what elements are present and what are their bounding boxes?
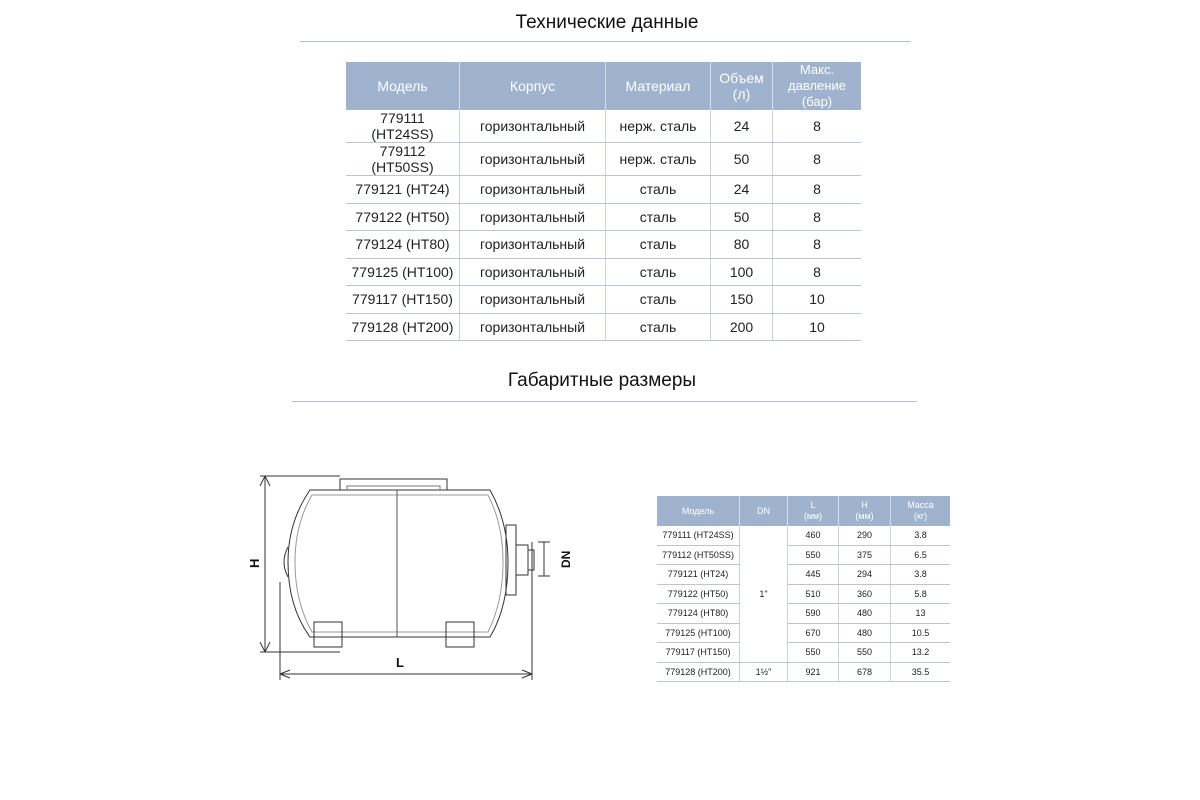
tech-cell-volume: 50 bbox=[711, 203, 773, 231]
dims-cell-mass: 3.8 bbox=[891, 526, 951, 545]
tank-handle bbox=[340, 479, 447, 490]
tech-cell-body: горизонтальный bbox=[460, 286, 606, 314]
dims-cell-h: 360 bbox=[839, 584, 891, 604]
tech-data-table bbox=[346, 62, 861, 341]
dims-row bbox=[657, 526, 950, 545]
dims-header-l: L (мм) bbox=[788, 496, 839, 526]
dims-row bbox=[657, 565, 950, 585]
tech-cell-body: горизонтальный bbox=[460, 203, 606, 231]
tech-cell-model: 779124 (HT80) bbox=[346, 231, 460, 259]
dims-cell-mass: 6.5 bbox=[891, 545, 951, 565]
tech-cell-material: нерж. сталь bbox=[606, 143, 711, 176]
tech-row bbox=[346, 143, 861, 176]
dims-cell-mass: 13.2 bbox=[891, 643, 951, 663]
tech-cell-material: сталь bbox=[606, 286, 711, 314]
tech-cell-material: сталь bbox=[606, 313, 711, 341]
dims-header-row bbox=[657, 496, 950, 526]
tech-cell-body: горизонтальный bbox=[460, 313, 606, 341]
dims-row bbox=[657, 643, 950, 663]
tech-cell-volume: 150 bbox=[711, 286, 773, 314]
tech-cell-volume: 80 bbox=[711, 231, 773, 259]
tech-cell-body: горизонтальный bbox=[460, 258, 606, 286]
dims-cell-model: 779122 (HT50) bbox=[657, 584, 740, 604]
tech-cell-pressure: 10 bbox=[773, 286, 862, 314]
dims-cell-l: 460 bbox=[788, 526, 839, 545]
dims-cell-l: 670 bbox=[788, 623, 839, 643]
header-pressure: Макс. давление (бар) bbox=[773, 62, 862, 110]
dims-cell-h: 678 bbox=[839, 662, 891, 682]
dims-cell-model: 779128 (HT200) bbox=[657, 662, 740, 682]
tech-data-title: Технические данные bbox=[515, 12, 699, 33]
tech-cell-material: сталь bbox=[606, 203, 711, 231]
dims-cell-dn: 1½" bbox=[740, 662, 788, 682]
dims-cell-model: 779111 (HT24SS) bbox=[657, 526, 740, 545]
h-label: H bbox=[247, 558, 262, 568]
tank-body bbox=[288, 490, 508, 637]
header-model: Модель bbox=[346, 62, 460, 110]
tech-row bbox=[346, 286, 861, 314]
dims-cell-model: 779124 (HT80) bbox=[657, 604, 740, 624]
dimensions-table bbox=[657, 496, 950, 682]
tech-row bbox=[346, 176, 861, 204]
tech-cell-body: горизонтальный bbox=[460, 231, 606, 259]
dims-cell-l: 921 bbox=[788, 662, 839, 682]
dims-cell-h: 550 bbox=[839, 643, 891, 663]
dims-row bbox=[657, 623, 950, 643]
tank-drawing bbox=[240, 462, 580, 692]
tech-row bbox=[346, 313, 861, 341]
dims-cell-mass: 13 bbox=[891, 604, 951, 624]
tech-data-divider bbox=[300, 41, 911, 42]
dims-cell-l: 510 bbox=[788, 584, 839, 604]
dn-label: DN bbox=[559, 550, 573, 568]
dims-cell-l: 590 bbox=[788, 604, 839, 624]
tech-cell-material: сталь bbox=[606, 176, 711, 204]
dims-cell-h: 290 bbox=[839, 526, 891, 545]
dims-cell-h: 480 bbox=[839, 623, 891, 643]
tech-cell-model: 779112 (HT50SS) bbox=[346, 143, 460, 176]
tech-cell-body: горизонтальный bbox=[460, 143, 606, 176]
l-label: L bbox=[396, 655, 404, 670]
tech-cell-volume: 50 bbox=[711, 143, 773, 176]
dims-header-model: Модель bbox=[657, 496, 740, 526]
tank-foot-right bbox=[446, 622, 474, 647]
dims-cell-h: 294 bbox=[839, 565, 891, 585]
dims-cell-mass: 10.5 bbox=[891, 623, 951, 643]
tech-cell-volume: 24 bbox=[711, 110, 773, 143]
dims-row bbox=[657, 584, 950, 604]
dims-row bbox=[657, 545, 950, 565]
tech-row bbox=[346, 258, 861, 286]
tech-cell-material: нерж. сталь bbox=[606, 110, 711, 143]
tech-cell-model: 779117 (HT150) bbox=[346, 286, 460, 314]
tech-cell-model: 779128 (HT200) bbox=[346, 313, 460, 341]
tech-cell-pressure: 8 bbox=[773, 176, 862, 204]
dims-cell-model: 779117 (HT150) bbox=[657, 643, 740, 663]
dims-row bbox=[657, 604, 950, 624]
tech-cell-volume: 200 bbox=[711, 313, 773, 341]
tech-cell-model: 779125 (HT100) bbox=[346, 258, 460, 286]
dims-cell-l: 445 bbox=[788, 565, 839, 585]
dims-cell-mass: 35.5 bbox=[891, 662, 951, 682]
dims-cell-dn: 1" bbox=[740, 526, 788, 662]
tech-cell-pressure: 8 bbox=[773, 110, 862, 143]
tech-header-row bbox=[346, 62, 861, 110]
tech-cell-material: сталь bbox=[606, 258, 711, 286]
tech-row bbox=[346, 203, 861, 231]
dims-cell-l: 550 bbox=[788, 643, 839, 663]
dimensions-divider bbox=[292, 401, 917, 402]
dims-row bbox=[657, 662, 950, 682]
tech-cell-pressure: 8 bbox=[773, 258, 862, 286]
dims-cell-model: 779125 (HT100) bbox=[657, 623, 740, 643]
tech-cell-body: горизонтальный bbox=[460, 110, 606, 143]
tech-cell-pressure: 8 bbox=[773, 203, 862, 231]
header-body: Корпус bbox=[460, 62, 606, 110]
tech-cell-volume: 100 bbox=[711, 258, 773, 286]
tech-cell-pressure: 8 bbox=[773, 231, 862, 259]
dimensions-title: Габаритные размеры bbox=[507, 370, 697, 391]
dims-cell-mass: 3.8 bbox=[891, 565, 951, 585]
dims-cell-l: 550 bbox=[788, 545, 839, 565]
dims-cell-h: 480 bbox=[839, 604, 891, 624]
tech-cell-model: 779111 (HT24SS) bbox=[346, 110, 460, 143]
tank-foot-left bbox=[314, 622, 342, 647]
tech-cell-material: сталь bbox=[606, 231, 711, 259]
dims-header-mass: Масса (кг) bbox=[891, 496, 951, 526]
tech-row bbox=[346, 110, 861, 143]
dims-header-dn: DN bbox=[740, 496, 788, 526]
tech-cell-body: горизонтальный bbox=[460, 176, 606, 204]
tech-cell-pressure: 10 bbox=[773, 313, 862, 341]
header-material: Материал bbox=[606, 62, 711, 110]
tech-cell-model: 779121 (HT24) bbox=[346, 176, 460, 204]
tech-cell-pressure: 8 bbox=[773, 143, 862, 176]
tech-cell-model: 779122 (HT50) bbox=[346, 203, 460, 231]
dims-cell-model: 779112 (HT50SS) bbox=[657, 545, 740, 565]
dims-cell-model: 779121 (HT24) bbox=[657, 565, 740, 585]
tech-cell-volume: 24 bbox=[711, 176, 773, 204]
dims-cell-h: 375 bbox=[839, 545, 891, 565]
header-volume: Объем (л) bbox=[711, 62, 773, 110]
dims-cell-mass: 5.8 bbox=[891, 584, 951, 604]
dims-header-h: H (мм) bbox=[839, 496, 891, 526]
tech-row bbox=[346, 231, 861, 259]
